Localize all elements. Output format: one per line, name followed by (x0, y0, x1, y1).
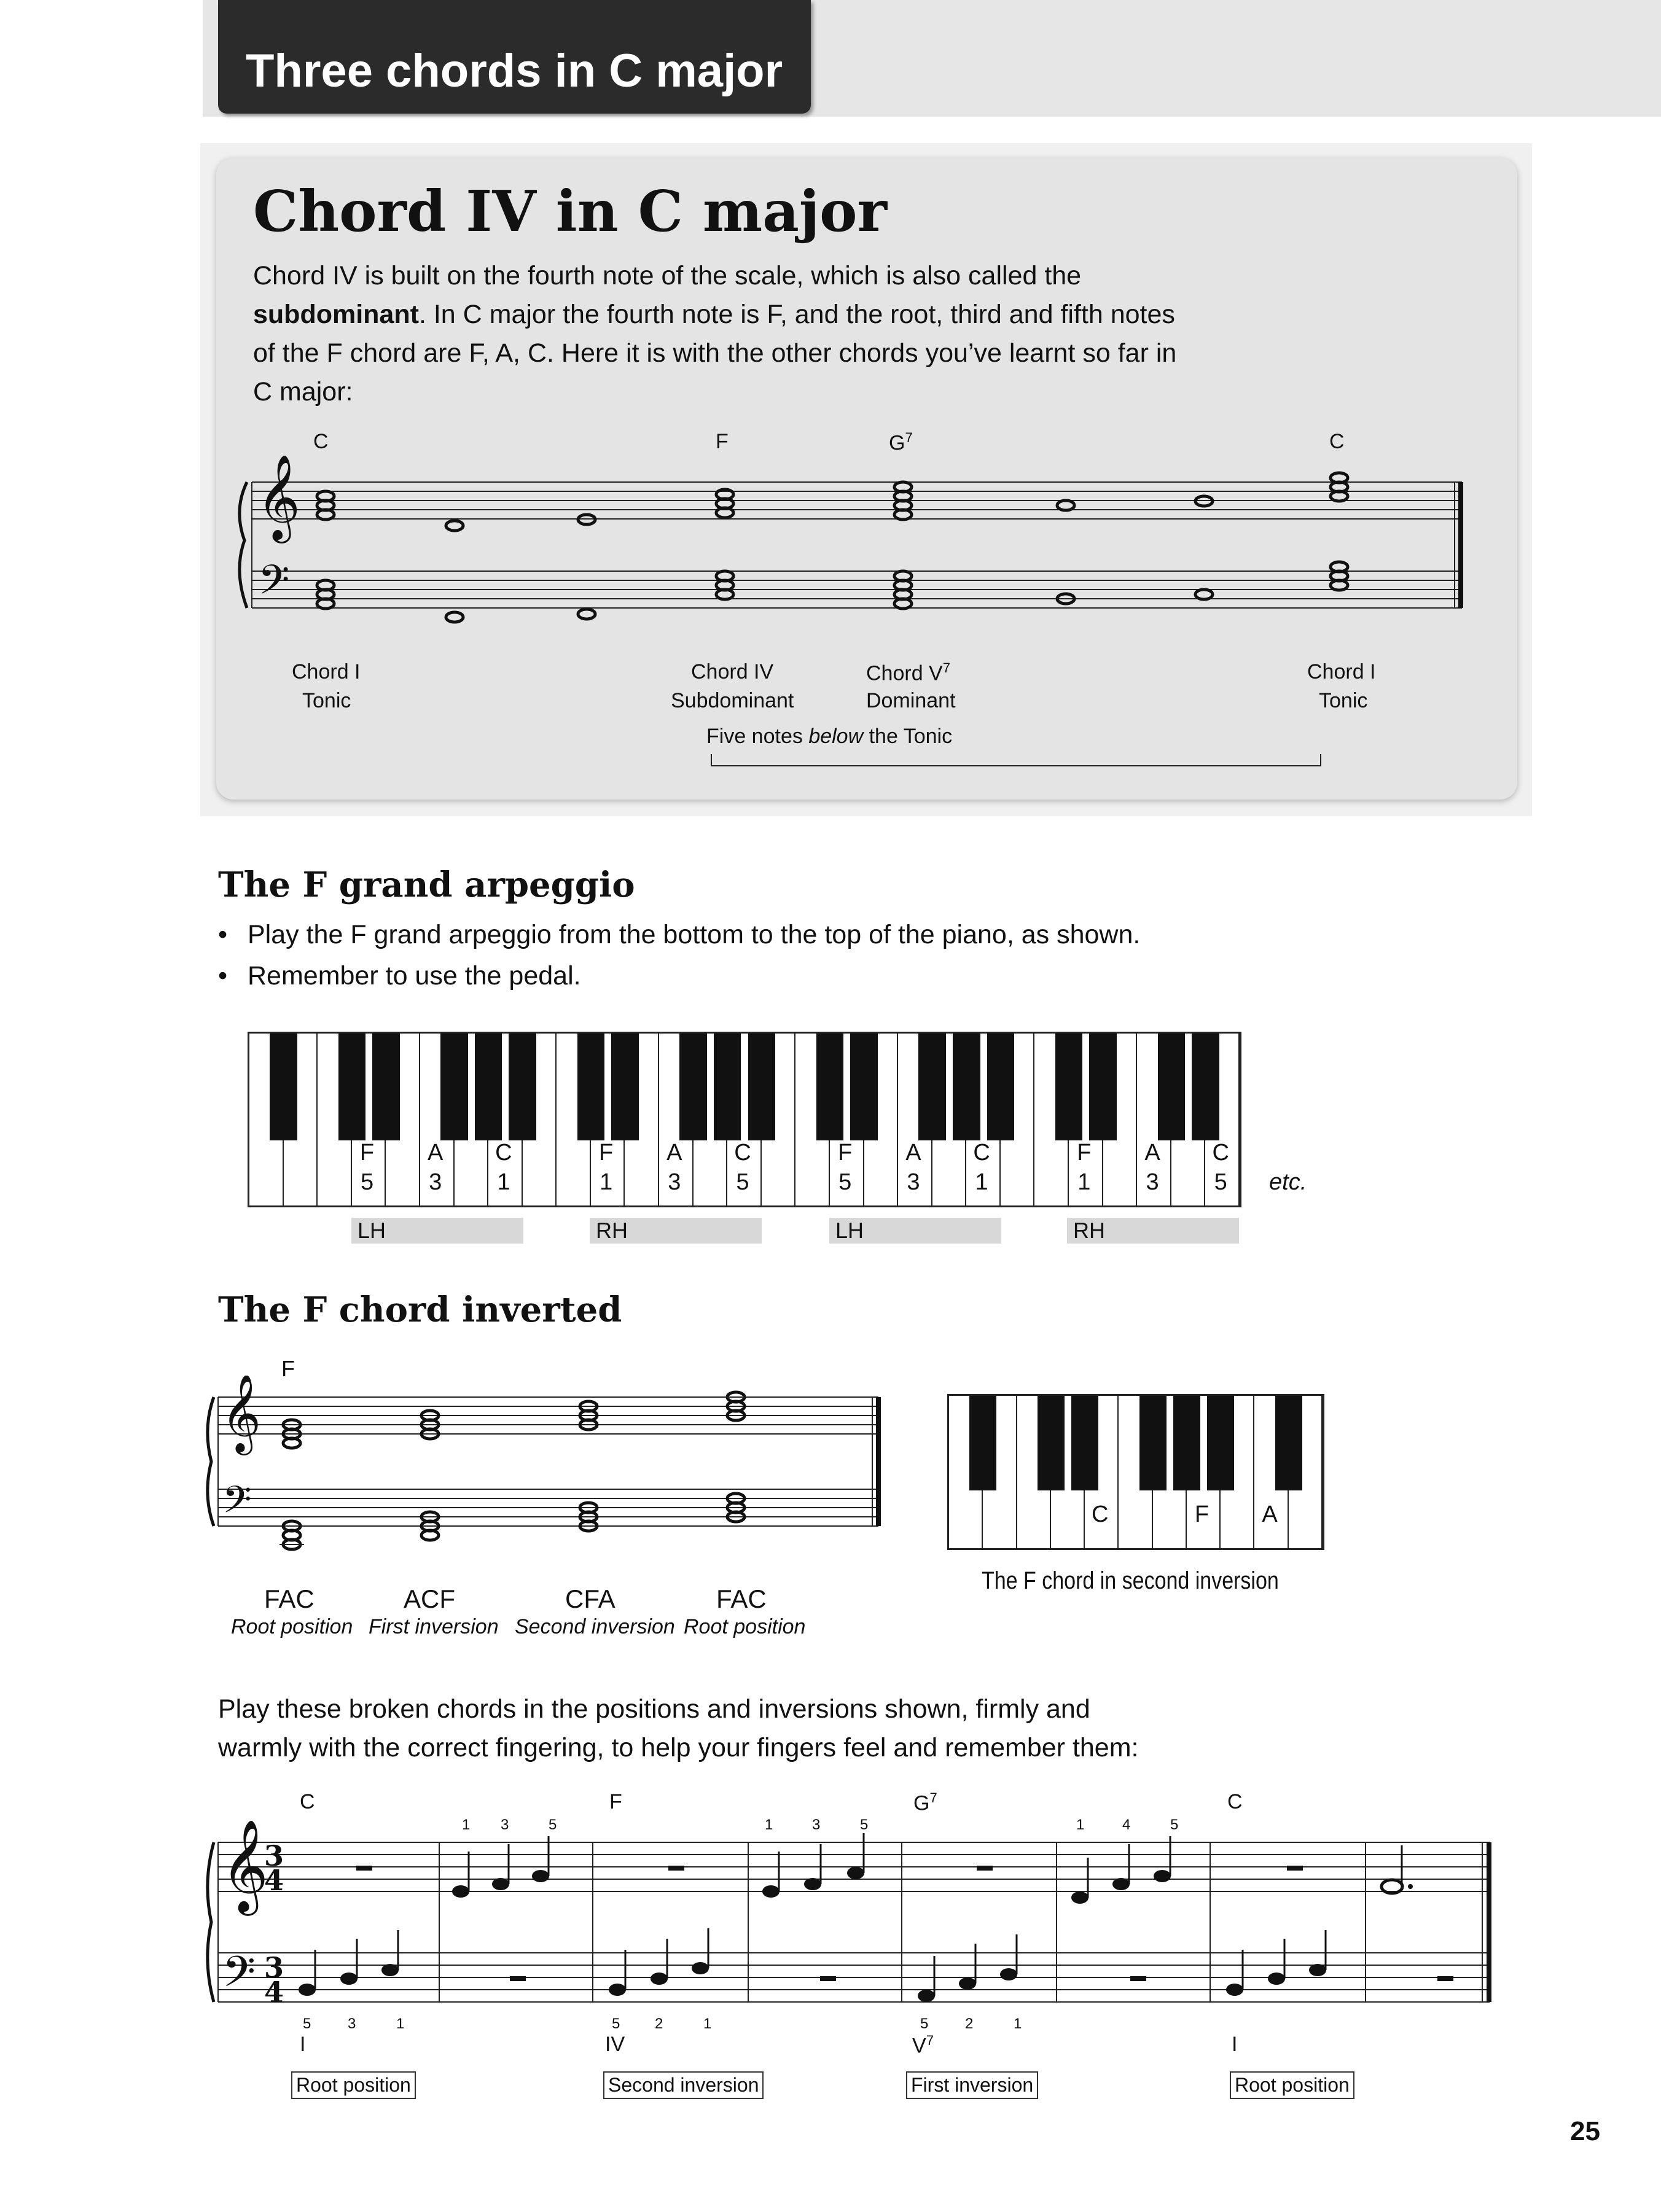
svg-text:𝄢: 𝄢 (258, 556, 290, 613)
svg-text:3: 3 (264, 1839, 284, 1872)
hand-label-lh-2: LH (829, 1218, 1001, 1244)
broken-chord-symbol-g7: $G^7$ (913, 1790, 937, 1815)
inv-notes-3: CFA (565, 1584, 616, 1613)
broken-chord-symbol-c: C (300, 1790, 315, 1813)
chord-iv-grand-staff (233, 424, 1480, 651)
rh-finger-number: 5 (1170, 1817, 1179, 1833)
description-text-1: Chord IV is built on the fourth note of the scale, which is also called the (253, 261, 1082, 290)
svg-text:𝄞: 𝄞 (221, 1818, 268, 1912)
hand-label-lh-1: LH (351, 1218, 523, 1244)
key-finger: 3 (1146, 1169, 1159, 1195)
key-label: A (1262, 1501, 1278, 1527)
rh-finger-number: 5 (549, 1817, 557, 1833)
key-label (589, 1138, 623, 1197)
keyboard-caption: The F chord in second inversion (982, 1567, 1279, 1594)
key-label: C (1091, 1501, 1109, 1527)
broken-chords-intro-1: Play these broken chords in the positions and inversions shown, firmly and (218, 1694, 1090, 1724)
label-chord-v7: Chord $V^7$ (866, 660, 951, 685)
key-finger: 1 (497, 1169, 510, 1195)
svg-text:3: 3 (264, 1951, 284, 1984)
arpeggio-key-labels (248, 1032, 1238, 1204)
key-finger: 1 (600, 1169, 613, 1195)
inv-name-4: Root position (684, 1615, 806, 1638)
label-chord-i-final: Chord I (1307, 660, 1376, 683)
key-note: F (1077, 1140, 1092, 1166)
bullet-text-2: Remember to use the pedal. (248, 961, 581, 991)
page-title: Three chords in C major (246, 45, 783, 97)
arpeggio-bullet-2: • Remember to use the pedal. (218, 961, 581, 991)
bracket-note-italic: below (808, 725, 864, 748)
position-box-3: First inversion (906, 2071, 1038, 2099)
superscript-seven: 7 (942, 660, 951, 676)
key-note: C (495, 1140, 512, 1166)
bracket-note (706, 725, 952, 749)
arpeggio-bullet-1: • Play the F grand arpeggio from the bottom to the top of the piano, as shown. (218, 920, 1141, 949)
hand-label-rh-2: RH (1067, 1218, 1239, 1244)
chord-symbol-c: C (313, 430, 329, 453)
numeral-iv: IV (605, 2033, 625, 2056)
key-label (418, 1138, 453, 1197)
key-note: F (599, 1140, 614, 1166)
superscript-seven: 7 (926, 2033, 934, 2048)
inv-name-2: First inversion (369, 1615, 499, 1638)
key-label (828, 1138, 862, 1197)
chord-symbol-c-final: C (1329, 430, 1345, 453)
key-note: F (359, 1140, 375, 1166)
svg-text:𝄞: 𝄞 (221, 1376, 262, 1452)
key-label (657, 1138, 692, 1197)
key-label (1135, 1138, 1170, 1197)
inv-notes-2: ACF (404, 1584, 455, 1613)
lh-finger-number: 1 (703, 2015, 712, 2032)
svg-text:4: 4 (264, 1864, 284, 1897)
hand-label-rh-1: RH (590, 1218, 762, 1244)
label-tonic-final: Tonic (1319, 689, 1368, 712)
key-finger: 1 (1077, 1169, 1091, 1195)
bullet-text-1: Play the F grand arpeggio from the bottom to the top of the piano, as shown. (248, 920, 1141, 949)
rh-finger-number: 1 (1076, 1817, 1085, 1833)
rh-finger-number: 4 (1122, 1817, 1131, 1833)
page-number: 25 (1570, 2116, 1600, 2146)
position-box-4: Root position (1230, 2071, 1354, 2099)
inverted-heading: The F chord inverted (218, 1290, 622, 1330)
key-note: F (838, 1140, 853, 1166)
lh-finger-number: 5 (612, 2015, 620, 2032)
key-note: A (905, 1140, 921, 1166)
key-note: C (973, 1140, 990, 1166)
label-chord-i: Chord I (292, 660, 361, 683)
label-chord-iv: Chord IV (691, 660, 774, 683)
key-label (487, 1138, 521, 1197)
label-subdominant: Subdominant (671, 689, 794, 712)
numeral-i: I (300, 2033, 306, 2056)
numeral-i-final: I (1232, 2033, 1238, 2056)
key-label (725, 1138, 760, 1197)
broken-chord-symbol-c-final: C (1227, 1790, 1243, 1813)
label-dominant: Dominant (866, 689, 956, 712)
rh-finger-number: 5 (860, 1817, 869, 1833)
chord-symbol-f: F (716, 430, 729, 453)
lh-finger-number: 3 (348, 2015, 356, 2032)
rh-finger-number: 3 (812, 1817, 821, 1833)
bracket-note-prefix: Five notes (706, 725, 809, 748)
five-notes-bracket (709, 752, 1324, 771)
svg-text:𝄢: 𝄢 (222, 1947, 256, 2007)
chord-iv-title: Chord IV in C major (253, 178, 887, 244)
key-label (896, 1138, 931, 1197)
key-note: A (1144, 1140, 1160, 1166)
key-finger: 1 (975, 1169, 988, 1195)
broken-chords-staff (203, 1787, 1499, 2051)
lh-finger-number: 5 (920, 2015, 929, 2032)
arpeggio-heading: The F grand arpeggio (218, 865, 635, 905)
etc-label: etc. (1269, 1169, 1307, 1195)
key-label (1203, 1138, 1238, 1197)
numeral-v7: $V^7$ (912, 2033, 934, 2058)
key-note: A (666, 1140, 682, 1166)
description-text-2: . In C major the fourth note is F, and the root, third and fifth notes of the F chord are F, A, C. Here it is with the other chords you’ve learnt so far in C major: (253, 300, 1177, 407)
key-finger: 5 (1214, 1169, 1227, 1195)
broken-chord-symbol-f: F (609, 1790, 622, 1813)
key-finger: 3 (429, 1169, 442, 1195)
bracket-note-suffix: the Tonic (863, 725, 953, 748)
rh-finger-number: 3 (501, 1817, 509, 1833)
inv-notes-1: FAC (264, 1584, 315, 1613)
key-label: F (1194, 1501, 1210, 1527)
inv-notes-4: FAC (716, 1584, 767, 1613)
inv-name-3: Second inversion (515, 1615, 675, 1638)
key-label (350, 1138, 385, 1197)
key-note: C (734, 1140, 751, 1166)
key-note: A (428, 1140, 444, 1166)
lh-finger-number: 2 (655, 2015, 663, 2032)
position-box-1: Root position (291, 2071, 416, 2099)
chord-iv-description (253, 257, 1193, 411)
key-finger: 5 (838, 1169, 852, 1195)
inverted-key-labels (947, 1394, 1321, 1546)
svg-text:𝄞: 𝄞 (257, 454, 300, 540)
key-finger: 5 (736, 1169, 749, 1195)
superscript-seven: 7 (929, 1790, 937, 1805)
broken-chords-intro-2: warmly with the correct fingering, to help your fingers feel and remember them: (218, 1733, 1139, 1762)
position-box-2: Second inversion (603, 2071, 764, 2099)
key-finger: 3 (668, 1169, 681, 1195)
svg-text:4: 4 (264, 1976, 284, 2009)
lh-finger-number: 5 (303, 2015, 311, 2032)
superscript-seven: 7 (905, 430, 913, 445)
inverted-grand-staff (203, 1376, 897, 1560)
key-finger: 5 (360, 1169, 374, 1195)
lh-finger-number: 1 (1014, 2015, 1022, 2032)
key-finger: 3 (907, 1169, 920, 1195)
key-label (964, 1138, 999, 1197)
label-tonic: Tonic (302, 689, 351, 712)
chord-symbol-g7: $G^7$ (889, 430, 913, 455)
inverted-chord-symbol: F (281, 1356, 295, 1381)
inv-name-1: Root position (231, 1615, 353, 1638)
svg-text:𝄢: 𝄢 (222, 1478, 252, 1531)
description-bold: subdominant (253, 300, 419, 329)
lh-finger-number: 2 (965, 2015, 974, 2032)
rh-finger-number: 1 (765, 1817, 773, 1833)
rh-finger-number: 1 (462, 1817, 471, 1833)
key-label (1067, 1138, 1101, 1197)
key-note: C (1212, 1140, 1229, 1166)
lh-finger-number: 1 (396, 2015, 405, 2032)
